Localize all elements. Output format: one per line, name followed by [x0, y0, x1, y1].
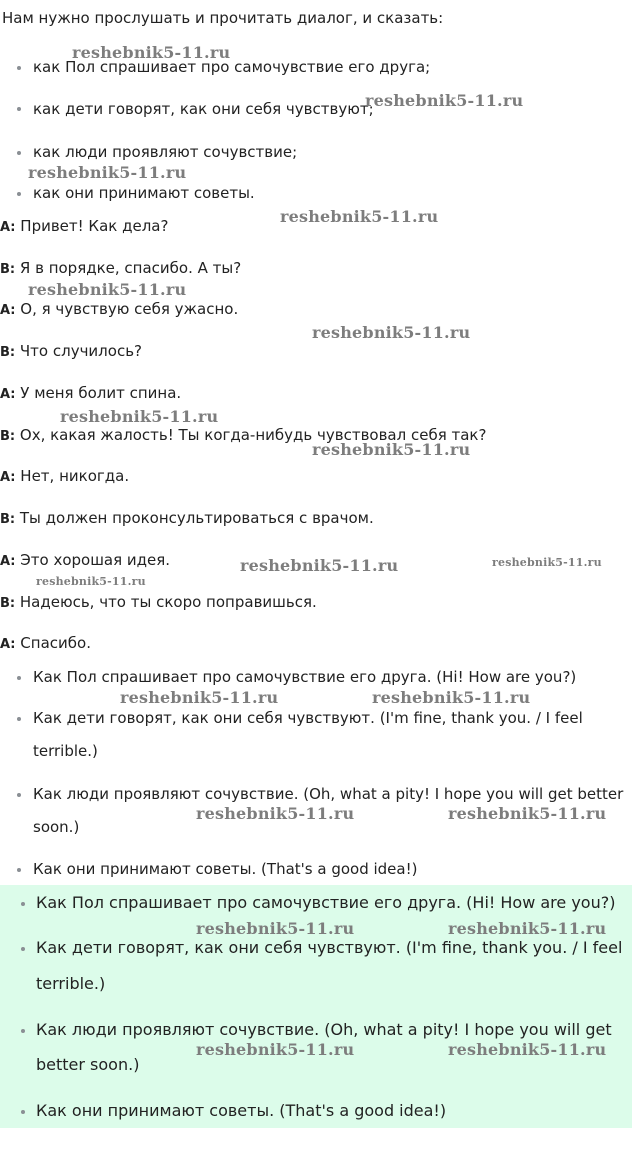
bullet-icon — [17, 66, 21, 70]
bullet-icon — [17, 192, 21, 196]
highlighted-answer-item: Как они принимают советы. (That's a good idea!) — [36, 1101, 447, 1120]
dialogue-text: Спасибо. — [20, 634, 91, 652]
highlighted-answer-item: Как дети говорят, как они себя чувствуют. (I'm fine, thank you. / I feel — [36, 938, 623, 957]
dialogue-text: Нет, никогда. — [20, 467, 130, 485]
watermark-text: reshebnik5-11.ru — [280, 207, 439, 226]
dialogue-line — [0, 216, 168, 238]
dialogue-line — [0, 466, 129, 488]
highlighted-answer-item-continuation: terrible.) — [36, 974, 106, 993]
watermark-text: reshebnik5-11.ru — [196, 919, 355, 938]
dialogue-text: Привет! Как дела? — [20, 217, 169, 235]
answer-item: Как Пол спрашивает про самочувствие его друга. (Hi! How are you?) — [33, 668, 577, 686]
bullet-icon — [17, 868, 21, 872]
answer-item: Как люди проявляют сочувствие. (Oh, what a pity! I hope you will get better — [33, 785, 624, 803]
watermark-text: reshebnik5-11.ru — [448, 1040, 607, 1059]
dialogue-line — [0, 258, 241, 280]
answer-item: Как дети говорят, как они себя чувствуют. (I'm fine, thank you. / I feel — [33, 709, 583, 727]
watermark-text: reshebnik5-11.ru — [120, 688, 279, 707]
watermark-text: reshebnik5-11.ru — [28, 163, 187, 182]
highlighted-answer-item-continuation: better soon.) — [36, 1055, 140, 1074]
watermark-text: reshebnik5-11.ru — [36, 575, 146, 588]
speaker-label: A: — [0, 303, 16, 318]
watermark-text: reshebnik5-11.ru — [60, 407, 219, 426]
dialogue-line — [0, 633, 91, 655]
task-item: как дети говорят, как они себя чувствуют; — [33, 100, 374, 118]
watermark-text: reshebnik5-11.ru — [492, 556, 602, 569]
dialogue-text: Это хорошая идея. — [20, 551, 171, 569]
dialogue-line — [0, 299, 238, 321]
bullet-icon — [17, 151, 21, 155]
answer-item-continuation: terrible.) — [33, 742, 98, 760]
watermark-text: reshebnik5-11.ru — [448, 919, 607, 938]
speaker-label: B: — [0, 262, 16, 277]
dialogue-line — [0, 550, 170, 572]
dialogue-line — [0, 508, 374, 530]
bullet-icon — [21, 902, 25, 906]
dialogue-text: Ох, какая жалость! Ты когда-нибудь чувствовал себя так? — [19, 426, 487, 444]
bullet-icon — [21, 1029, 25, 1033]
dialogue-line — [0, 341, 142, 363]
watermark-text: reshebnik5-11.ru — [196, 1040, 355, 1059]
dialogue-text: Что случилось? — [19, 342, 142, 360]
intro-text: Нам нужно прослушать и прочитать диалог, и сказать: — [2, 9, 444, 27]
speaker-label: A: — [0, 470, 16, 485]
watermark-text: reshebnik5-11.ru — [72, 43, 231, 62]
highlighted-answer-item: Как люди проявляют сочувствие. (Oh, what a pity! I hope you will get — [36, 1020, 612, 1039]
watermark-text: reshebnik5-11.ru — [312, 323, 471, 342]
bullet-icon — [17, 717, 21, 721]
dialogue-text: Надеюсь, что ты скоро поправишься. — [19, 593, 317, 611]
task-item: как люди проявляют сочувствие; — [33, 143, 298, 161]
dialogue-line — [0, 592, 317, 614]
speaker-label: B: — [0, 512, 16, 527]
task-item: как Пол спрашивает про самочувствие его друга; — [33, 58, 431, 76]
speaker-label: A: — [0, 387, 16, 402]
speaker-label: B: — [0, 345, 16, 360]
watermark-text: reshebnik5-11.ru — [196, 804, 355, 823]
watermark-text: reshebnik5-11.ru — [28, 280, 187, 299]
dialogue-text: Я в порядке, спасибо. А ты? — [19, 259, 242, 277]
bullet-icon — [21, 1110, 25, 1114]
bullet-icon — [17, 107, 21, 111]
bullet-icon — [21, 947, 25, 951]
speaker-label: A: — [0, 637, 16, 652]
dialogue-line — [0, 383, 181, 405]
speaker-label: B: — [0, 596, 16, 611]
watermark-text: reshebnik5-11.ru — [365, 91, 524, 110]
speaker-label: B: — [0, 429, 16, 444]
answer-item-continuation: soon.) — [33, 818, 80, 836]
highlighted-answer-item: Как Пол спрашивает про самочувствие его друга. (Hi! How are you?) — [36, 893, 616, 912]
dialogue-text: Ты должен проконсультироваться с врачом. — [19, 509, 374, 527]
dialogue-text: У меня болит спина. — [20, 384, 182, 402]
bullet-icon — [17, 676, 21, 680]
speaker-label: A: — [0, 554, 16, 569]
task-item: как они принимают советы. — [33, 184, 255, 202]
watermark-text: reshebnik5-11.ru — [240, 556, 399, 575]
bullet-icon — [17, 793, 21, 797]
watermark-text: reshebnik5-11.ru — [372, 688, 531, 707]
dialogue-text: О, я чувствую себя ужасно. — [20, 300, 239, 318]
watermark-text: reshebnik5-11.ru — [312, 440, 471, 459]
speaker-label: A: — [0, 220, 16, 235]
answer-item: Как они принимают советы. (That's a good idea!) — [33, 860, 418, 878]
watermark-text: reshebnik5-11.ru — [448, 804, 607, 823]
